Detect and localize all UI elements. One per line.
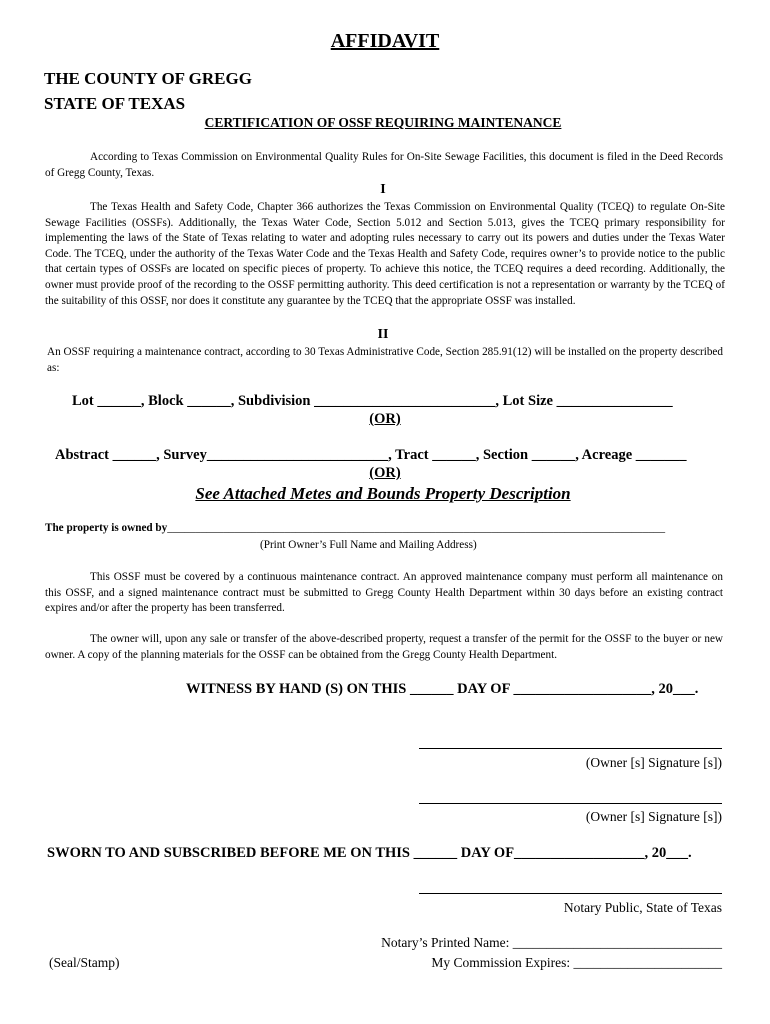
or-separator-2: (OR) [369,465,401,481]
intro-paragraph: According to Texas Commission on Environmental Quality Rules for On-Site Sewage Facilities, this document is filed in the Deed Records of Gregg County, Texas. [45,151,723,179]
section-numeral-i: I [380,182,386,197]
owner-signature-line-2 [419,803,722,804]
certification-heading: CERTIFICATION OF OSSF REQUIRING MAINTENANCE [204,115,562,130]
owner-signature-line-1 [419,748,722,749]
notary-printed-name: Notary’s Printed Name: _______________________________ [381,935,722,950]
transfer-paragraph: The owner will, upon any sale or transfer of the above-described property, request a transfer of the permit for the OSSF to the buyer or new owner. A copy of the planning materials for the OSSF can be obtained from the Gregg County Health Department. [45,633,723,661]
owner-name-caption: (Print Owner’s Full Name and Mailing Address) [260,539,477,551]
maintenance-paragraph: This OSSF must be covered by a continuous maintenance contract. An approved maintenance company must perform all maintenance on this OSSF, and a signed maintenance contract must be submitted to Gregg County Health Department within 30 days before an existing contract expires and/or after the property has been transferred. [45,571,723,615]
section-i-paragraph: The Texas Health and Safety Code, Chapter 366 authorizes the Texas Commission on Environmental Quality (TCEQ) to regulate On-Site Sewage Facilities (OSSFs). Additionally, the Texas Water Code, Section 5.012 and Section 5.013, gives the TCEQ primary responsibility for implementing the laws of the State of Texas relating to water and adopting rules necessary to carry out its powers and duties under the Texas Water Code. The TCEQ, under the authority of the Texas Water Code and the Texas Health and Safety Code, requires owner’s to provide notice to the public that certain types of OSSFs are located on specific pieces of property. To achieve this notice, the TCEQ requires a deed recording. Additionally, the owner must provide proof of the recording to the OSSF permitting authority. This deed certification is not a representation or warranty by the TCEQ of the suitability of this OSSF, nor does it constitute any guarantee by the TCEQ that the appropriate OSSF was installed. [45,201,725,307]
section-numeral-ii: II [377,327,389,342]
or-separator-1: (OR) [369,411,401,427]
notary-signature-line [419,893,722,894]
sworn-subscribed-line: SWORN TO AND SUBSCRIBED BEFORE ME ON THIS ______ DAY OF__________________, 20___. [47,845,692,861]
commission-expires: My Commission Expires: ______________________ [431,955,722,970]
section-ii-paragraph: An OSSF requiring a maintenance contract, according to 30 Texas Administrative Code, Section 285.91(12) will be installed on the property described as: [47,346,723,374]
lot-block-line: Lot ______, Block ______, Subdivision _________________________, Lot Size ________________ [72,393,673,409]
owner-signature-caption-2: (Owner [s] Signature [s]) [585,809,722,824]
witness-line: WITNESS BY HAND (S) ON THIS ______ DAY OF ___________________, 20___. [186,681,699,697]
notary-public-caption: Notary Public, State of Texas [563,900,722,915]
owned-by-blank: _________________________________________________________________________________________ [167,522,666,534]
metes-bounds-heading: See Attached Metes and Bounds Property Description [195,484,571,503]
seal-stamp-label: (Seal/Stamp) [49,955,120,970]
owned-by-line [45,522,665,534]
state-heading: STATE OF TEXAS [44,94,186,113]
owner-signature-caption-1: (Owner [s] Signature [s]) [585,755,722,770]
county-heading: THE COUNTY OF GREGG [44,69,252,88]
document-title: AFFIDAVIT [330,30,440,52]
abstract-survey-line: Abstract ______, Survey_________________________, Tract ______, Section ______, Acreage _______ [55,447,687,463]
owned-by-label: The property is owned by [45,522,168,534]
